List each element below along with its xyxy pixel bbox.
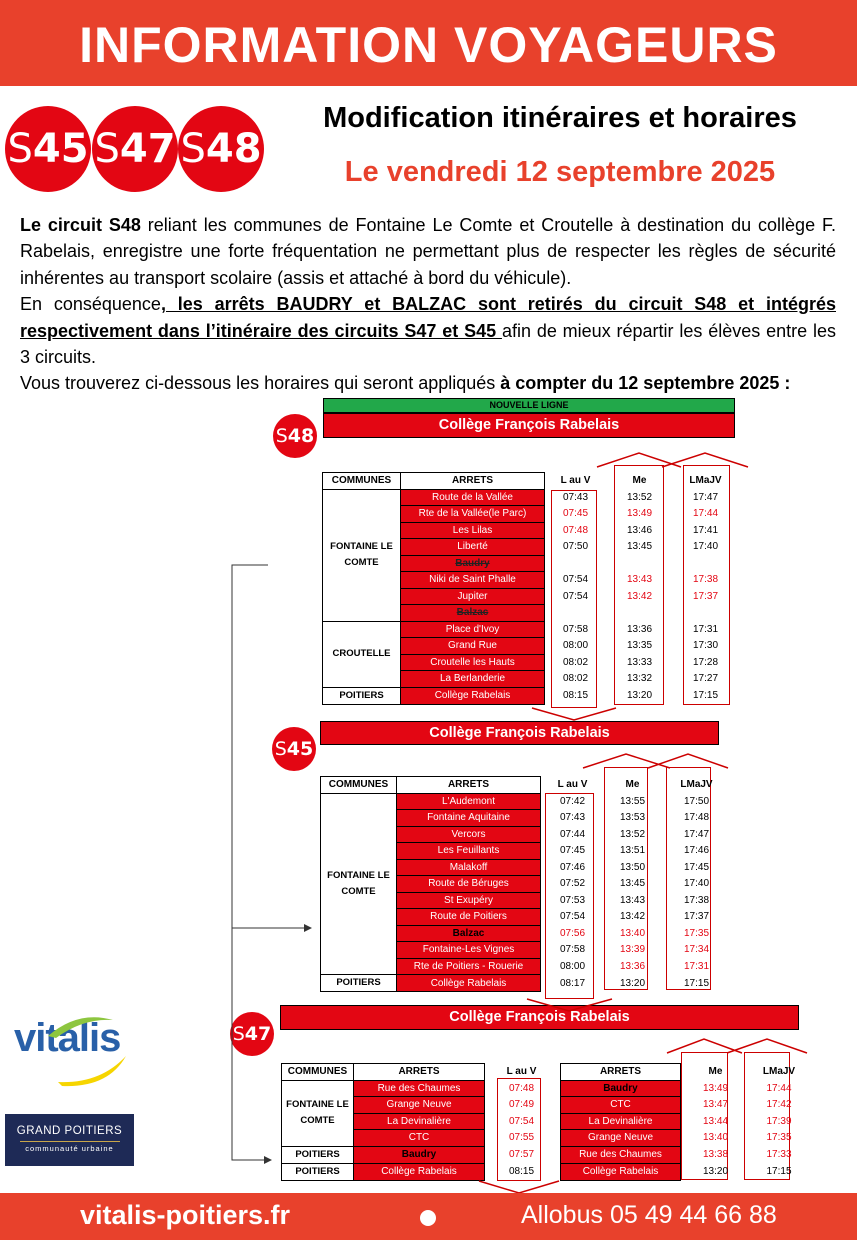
time-lmajv: 17:35 xyxy=(766,1132,792,1144)
stop-name: CTC xyxy=(354,1130,485,1147)
time-lmajv: 17:39 xyxy=(766,1115,792,1127)
time-lmajv: 17:15 xyxy=(766,1166,792,1177)
time-lauv: 07:58 xyxy=(562,623,589,635)
time-me: 13:33 xyxy=(626,656,653,668)
time-me: 13:36 xyxy=(619,960,646,972)
time-lauv: 07:45 xyxy=(559,845,586,857)
s48-destination-bar: Collège François Rabelais xyxy=(323,413,735,438)
time-lauv: 07:54 xyxy=(562,590,589,602)
time-lmajv: 17:38 xyxy=(692,574,719,586)
time-lauv: 07:56 xyxy=(559,927,586,939)
time-lauv: 07:48 xyxy=(562,524,589,536)
subtitle: Modification itinéraires et horaires xyxy=(323,102,797,134)
stop-name: Baudry xyxy=(401,555,545,572)
time-me: 13:20 xyxy=(702,1166,729,1177)
arrow-head-icon xyxy=(264,1156,272,1164)
time-lmajv: 17:42 xyxy=(766,1099,792,1111)
time-lmajv: 17:41 xyxy=(692,524,719,536)
s47-badge: S47 xyxy=(92,106,178,192)
phone-number: Allobus 05 49 44 66 88 xyxy=(521,1201,777,1229)
intro-text: Le circuit S48 reliant les communes de Fontaine Le Comte et Croutelle à destination du collège F. Rabelais, enregistre une forte fréquentation ne permettant plus de respecter les règles de sécurité inhérentes au transport scolaire (assis et attaché à bord du véhicule). En conséquence, les arrêts BAUDRY et BALZAC sont retirés du circuit S48 et intégrés respectivement dans l’itinéraire des circuits S47 et S45 afin de mieux répartir les élèves entre les 3 circuits. Vous trouverez ci-dessous les horaires qui seront appliqués à compter du 12 septembre 2025 : xyxy=(20,215,836,394)
time-me: 13:52 xyxy=(619,828,646,840)
stop-name: Grand Rue xyxy=(401,638,545,655)
time-lauv: 08:00 xyxy=(559,960,586,972)
return-stop-name: Baudry xyxy=(561,1080,681,1097)
stop-name: Jupiter xyxy=(401,588,545,605)
lauv-header: L au V xyxy=(506,1066,537,1078)
return-stop-name: La Devinalière xyxy=(561,1113,681,1130)
stop-name: Balzac xyxy=(401,605,545,622)
communes-header: COMMUNES xyxy=(282,1064,354,1081)
stop-name: Niki de Saint Phalle xyxy=(401,572,545,589)
arrets-header: ARRETS xyxy=(354,1064,485,1081)
time-lmajv: 17:44 xyxy=(692,508,719,520)
time-me: 13:47 xyxy=(702,1099,729,1111)
time-lauv: 08:15 xyxy=(508,1166,535,1177)
time-lauv: 07:54 xyxy=(559,911,586,923)
time-lmajv: 17:37 xyxy=(683,911,710,923)
lmajv-header: LMaJV xyxy=(680,779,713,791)
return-stop-name: CTC xyxy=(561,1097,681,1114)
lauv-header: L au V xyxy=(560,475,591,487)
time-lmajv: 17:34 xyxy=(683,944,710,956)
time-me: 13:20 xyxy=(619,977,646,989)
time-me: 13:42 xyxy=(626,590,653,602)
commune-cell: FONTAINE LE COMTE xyxy=(323,489,401,621)
time-lauv: 07:48 xyxy=(508,1082,535,1094)
time-me: 13:40 xyxy=(619,927,646,939)
time-lmajv: 17:28 xyxy=(692,656,719,668)
time-lauv: 07:45 xyxy=(562,508,589,520)
time-lauv: 07:43 xyxy=(559,812,586,824)
stop-name: St Exupéry xyxy=(397,892,541,909)
grand-poitiers-logo: GRAND POITIERS communauté urbaine xyxy=(5,1114,134,1166)
time-lmajv: 17:47 xyxy=(692,491,719,503)
time-me: 13:49 xyxy=(702,1082,729,1094)
time-lauv: 07:53 xyxy=(559,894,586,906)
time-lauv: 07:49 xyxy=(508,1099,535,1111)
communes-header: COMMUNES xyxy=(321,777,397,794)
date-title: Le vendredi 12 septembre 2025 xyxy=(344,156,776,188)
arrets-header: ARRETS xyxy=(401,473,545,490)
time-lmajv: 17:50 xyxy=(683,795,710,807)
commune-cell: FONTAINE LE COMTE xyxy=(321,793,397,975)
time-me: 13:45 xyxy=(619,878,646,890)
time-lauv: 08:02 xyxy=(562,656,589,668)
time-lmajv: 17:30 xyxy=(692,640,719,652)
stop-name: La Devinalière xyxy=(354,1113,485,1130)
time-lmajv: 17:38 xyxy=(683,894,710,906)
time-lmajv: 17:45 xyxy=(683,861,710,873)
s45-badge: S45 xyxy=(5,106,91,192)
stop-name: Fontaine Aquitaine xyxy=(397,810,541,827)
lauv-header: L au V xyxy=(557,779,588,791)
return-stop-name: Grange Neuve xyxy=(561,1130,681,1147)
time-me: 13:20 xyxy=(626,690,653,701)
time-lauv: 07:44 xyxy=(559,828,586,840)
time-lmajv: 17:31 xyxy=(683,960,710,972)
stop-name: Malakoff xyxy=(397,859,541,876)
arrets-retour-header: ARRETS xyxy=(561,1064,681,1081)
commune-cell: POITIERS xyxy=(321,975,397,992)
stop-name: Route de la Vallée xyxy=(401,489,545,506)
lmajv-header: LMaJV xyxy=(762,1066,796,1078)
return-stop-name: Rue des Chaumes xyxy=(561,1146,681,1163)
time-lauv: 07:54 xyxy=(508,1115,535,1127)
time-me: 13:53 xyxy=(619,812,646,824)
time-lauv: 08:15 xyxy=(562,690,589,701)
vitalis-swoosh-icon xyxy=(38,1014,133,1089)
time-me: 13:32 xyxy=(626,673,653,685)
stop-name: Route de Poitiers xyxy=(397,909,541,926)
time-me: 13:42 xyxy=(619,911,646,923)
time-me: 13:35 xyxy=(626,640,653,652)
s45-destination-bar: Collège François Rabelais xyxy=(320,721,719,745)
stop-name: Place d'Ivoy xyxy=(401,621,545,638)
stop-name: Les Feuillants xyxy=(397,843,541,860)
time-me: 13:38 xyxy=(702,1149,729,1160)
communes-header: COMMUNES xyxy=(323,473,401,490)
stop-name: La Berlanderie xyxy=(401,671,545,688)
page-footer xyxy=(0,1193,857,1240)
time-me: 13:43 xyxy=(619,894,646,906)
time-lauv: 07:50 xyxy=(562,541,589,553)
time-me: 13:46 xyxy=(626,524,653,536)
stop-name: Rue des Chaumes xyxy=(354,1080,485,1097)
time-lmajv: 17:47 xyxy=(683,828,710,840)
stop-name: Baudry xyxy=(354,1146,485,1163)
page-header: INFORMATION VOYAGEURS xyxy=(0,0,857,86)
time-lmajv: 17:31 xyxy=(692,623,719,635)
s48-small-badge: S48 xyxy=(273,414,317,458)
time-lmajv: 17:48 xyxy=(683,812,710,824)
s48-badge: S48 xyxy=(178,106,264,192)
me-header: Me xyxy=(708,1066,723,1078)
stop-name: Vercors xyxy=(397,826,541,843)
time-lauv: 07:52 xyxy=(559,878,586,890)
time-me: 13:50 xyxy=(619,861,646,873)
time-lauv: 07:46 xyxy=(559,861,586,873)
time-lauv: 07:55 xyxy=(508,1132,535,1144)
stop-name: Collège Rabelais xyxy=(354,1163,485,1180)
time-lauv: 08:00 xyxy=(562,640,589,652)
arrow-head-icon xyxy=(304,924,312,932)
commune-cell: POITIERS xyxy=(282,1146,354,1163)
commune-cell: POITIERS xyxy=(282,1163,354,1180)
lmajv-header: LMaJV xyxy=(689,475,722,487)
website-link[interactable]: vitalis-poitiers.fr xyxy=(80,1200,291,1230)
me-header: Me xyxy=(625,779,640,791)
time-lauv: 08:02 xyxy=(562,673,589,685)
vitalis-logo: vitalis xyxy=(14,1016,121,1060)
s47-destination-bar: Collège François Rabelais xyxy=(280,1005,799,1030)
arrets-header: ARRETS xyxy=(397,777,541,794)
stop-name: Balzac xyxy=(397,925,541,942)
stop-name: Collège Rabelais xyxy=(401,687,545,704)
stop-name: Liberté xyxy=(401,539,545,556)
time-me: 13:55 xyxy=(619,795,646,807)
nouvelle-ligne-banner: NOUVELLE LIGNE xyxy=(323,398,735,413)
stop-name: L'Audemont xyxy=(397,793,541,810)
time-lmajv: 17:44 xyxy=(766,1082,792,1094)
stop-name: Fontaine-Les Vignes xyxy=(397,942,541,959)
time-me: 13:43 xyxy=(626,574,653,586)
stop-name: Collège Rabelais xyxy=(397,975,541,992)
s47-small-badge: S47 xyxy=(230,1012,274,1056)
time-me: 13:36 xyxy=(626,623,653,635)
time-lmajv: 17:35 xyxy=(683,927,710,939)
commune-cell: POITIERS xyxy=(323,687,401,704)
s45-small-badge: S45 xyxy=(272,727,316,771)
time-lauv: 07:43 xyxy=(562,491,589,503)
commune-cell: CROUTELLE xyxy=(323,621,401,687)
stop-name: Rte de Poitiers - Rouerie xyxy=(397,958,541,975)
time-me: 13:51 xyxy=(619,845,646,857)
commune-cell: FONTAINE LE COMTE xyxy=(282,1080,354,1146)
time-lauv: 07:58 xyxy=(559,944,586,956)
time-lmajv: 17:27 xyxy=(692,673,719,685)
time-lmajv: 17:33 xyxy=(766,1149,792,1160)
time-me: 13:49 xyxy=(626,508,653,520)
time-lmajv: 17:46 xyxy=(683,845,710,857)
time-lmajv: 17:40 xyxy=(683,878,710,890)
time-lmajv: 17:40 xyxy=(692,541,719,553)
stop-name: Rte de la Vallée(le Parc) xyxy=(401,506,545,523)
me-header: Me xyxy=(632,475,647,487)
time-lmajv: 17:37 xyxy=(692,590,719,602)
separator-dot xyxy=(420,1210,436,1226)
time-lauv: 07:42 xyxy=(559,795,586,807)
time-lauv: 08:17 xyxy=(559,977,586,989)
stop-name: Grange Neuve xyxy=(354,1097,485,1114)
stop-name: Route de Béruges xyxy=(397,876,541,893)
time-me: 13:39 xyxy=(619,944,646,956)
stop-name: Les Lilas xyxy=(401,522,545,539)
return-stop-name: Collège Rabelais xyxy=(561,1163,681,1180)
time-lauv: 07:57 xyxy=(508,1149,535,1160)
time-me: 13:45 xyxy=(626,541,653,553)
time-lauv: 07:54 xyxy=(562,574,589,586)
time-me: 13:52 xyxy=(626,491,653,503)
time-lmajv: 17:15 xyxy=(683,977,710,989)
time-lmajv: 17:15 xyxy=(692,690,719,701)
time-me: 13:40 xyxy=(702,1132,729,1144)
stop-name: Croutelle les Hauts xyxy=(401,654,545,671)
time-me: 13:44 xyxy=(702,1115,729,1127)
